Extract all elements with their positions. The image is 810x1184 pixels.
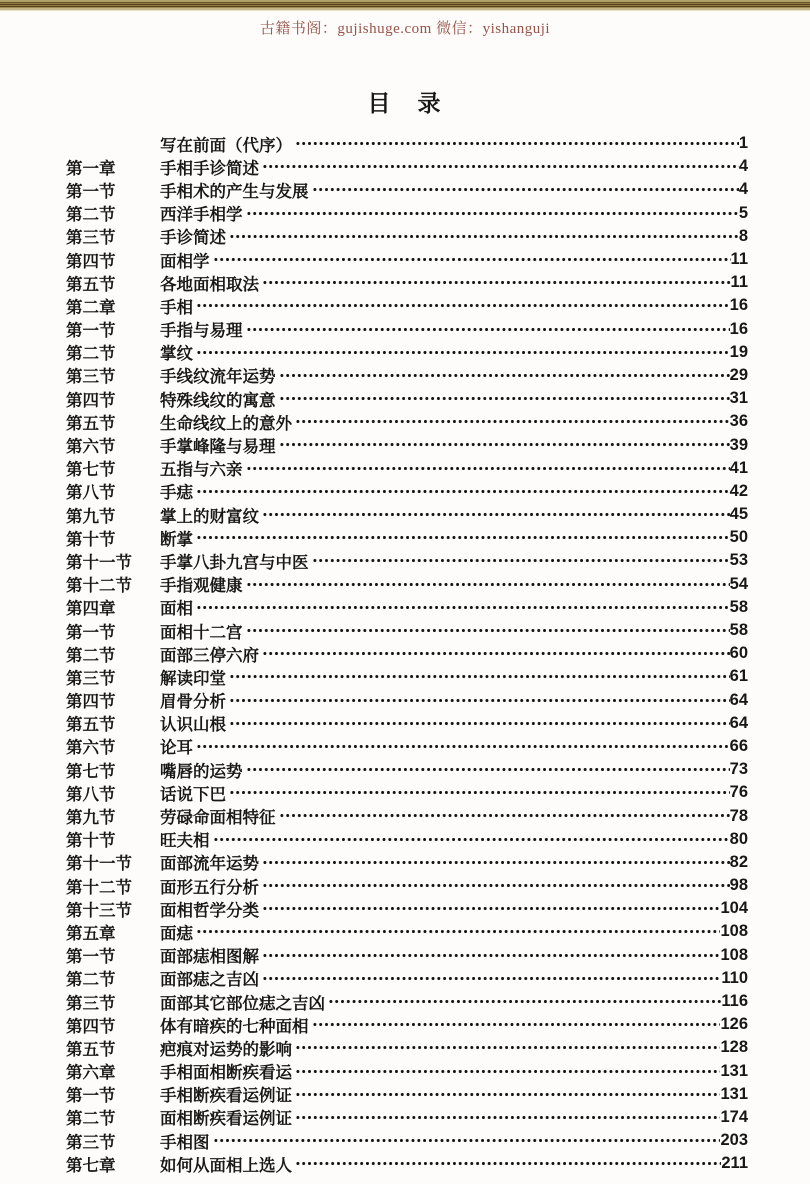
- toc-entry-label: 第六节: [66, 739, 116, 758]
- site-watermark: 古籍书阁：gujishuge.com 微信：yishanguji: [259, 21, 551, 37]
- dot-leader: [262, 851, 730, 874]
- toc-entry-label: 第九节: [66, 809, 116, 828]
- dot-leader: [196, 480, 730, 503]
- toc-entry-label: 第五节: [66, 275, 116, 294]
- toc-entry: [66, 1036, 748, 1059]
- toc-entry-title: 如何从面相上选人: [160, 1156, 292, 1175]
- toc-entry-page: 39: [729, 435, 748, 454]
- toc-entry-page: 64: [729, 713, 748, 732]
- toc-entry-title: 嘴唇的运势: [160, 762, 243, 781]
- dot-leader: [196, 294, 730, 317]
- toc-entry-label: 第十二节: [66, 878, 132, 897]
- toc-entry-page: 11: [730, 273, 748, 292]
- page-title: 目 录: [367, 90, 443, 116]
- toc-entry-title: 面部其它部位痣之吉凶: [160, 994, 325, 1013]
- toc-entry-title: 劳碌命面相特征: [160, 809, 276, 828]
- toc-entry-page: 108: [720, 945, 748, 964]
- toc-entry-page: 29: [729, 365, 748, 384]
- toc-entry-page: 211: [721, 1154, 748, 1173]
- toc-entry-label: 第五节: [66, 1040, 116, 1059]
- toc-entry-label: 第七节: [66, 461, 116, 480]
- dot-leader: [295, 1106, 720, 1129]
- toc-entry: [66, 573, 748, 596]
- toc-entry: [66, 480, 748, 503]
- dot-leader: [213, 248, 731, 271]
- toc-entry-title: 眉骨分析: [160, 693, 226, 712]
- toc-entry-page: 41: [729, 458, 748, 477]
- toc-entry-label: 第十三节: [66, 901, 132, 920]
- dot-leader: [312, 549, 730, 572]
- toc-entry-label: 第三节: [66, 669, 116, 688]
- dot-leader: [229, 665, 730, 688]
- toc-entry-title: 手掌峰隆与易理: [160, 438, 276, 457]
- toc-entry-label: 第一节: [66, 182, 116, 201]
- toc-entry: [66, 851, 748, 874]
- dot-leader: [246, 573, 730, 596]
- toc-entry-title: 手相手诊简述: [160, 159, 259, 178]
- toc-entry: [66, 457, 748, 480]
- toc-entry-title: 手指观健康: [160, 577, 243, 596]
- toc-entry-label: 第二节: [66, 646, 116, 665]
- toc-entry-label: 第五章: [66, 924, 116, 943]
- toc-entry: [66, 155, 748, 178]
- dot-leader: [295, 132, 739, 155]
- toc-entry-page: 60: [729, 644, 748, 663]
- toc-entry-page: 203: [720, 1131, 748, 1150]
- toc-entry: [66, 1152, 748, 1175]
- toc-entry-title: 西洋手相学: [160, 206, 243, 225]
- toc-entry: [66, 410, 748, 433]
- toc-entry: [66, 897, 748, 920]
- dot-leader: [262, 155, 739, 178]
- toc-entry-title: 写在前面（代序）: [160, 136, 292, 155]
- toc-entry-title: 面相哲学分类: [160, 901, 259, 920]
- toc-list: [66, 132, 748, 1175]
- toc-entry-label: 第一章: [66, 159, 116, 178]
- toc-entry-label: 第十节: [66, 530, 116, 549]
- dot-leader: [213, 1129, 721, 1152]
- toc-entry: [66, 735, 748, 758]
- toc-entry-title: 体有暗疾的七种面相: [160, 1017, 309, 1036]
- toc-entry-label: 第四节: [66, 1017, 116, 1036]
- toc-entry-label: 第二节: [66, 971, 116, 990]
- dot-leader: [213, 828, 730, 851]
- toc-entry-title: 生命线纹上的意外: [160, 414, 292, 433]
- toc-entry-page: 82: [729, 852, 748, 871]
- toc-entry-page: 104: [720, 899, 748, 918]
- toc-entry: [66, 318, 748, 341]
- toc-entry-page: 174: [720, 1107, 748, 1126]
- toc-entry-label: 第二节: [66, 345, 116, 364]
- toc-entry-label: 第一节: [66, 948, 116, 967]
- toc-entry-label: 第三节: [66, 994, 116, 1013]
- decorative-top-border: [0, 0, 810, 11]
- dot-leader: [246, 202, 739, 225]
- toc-entry: [66, 225, 748, 248]
- toc-entry-title: 面部流年运势: [160, 855, 259, 874]
- toc-entry-page: 128: [720, 1038, 748, 1057]
- toc-entry: [66, 294, 748, 317]
- toc-entry-title: 面相学: [160, 252, 210, 271]
- toc-entry-title: 手痣: [160, 484, 193, 503]
- toc-entry-page: 42: [729, 481, 748, 500]
- dot-leader: [262, 271, 731, 294]
- dot-leader: [262, 944, 720, 967]
- toc-entry-page: 116: [721, 992, 748, 1011]
- toc-entry-title: 话说下巴: [160, 785, 226, 804]
- toc-entry-title: 面部三停六府: [160, 646, 259, 665]
- toc-entry-title: 解读印堂: [160, 669, 226, 688]
- toc-entry: [66, 712, 748, 735]
- toc-entry-page: 76: [729, 783, 748, 802]
- toc-entry: [66, 967, 748, 990]
- toc-entry-page: 58: [729, 597, 748, 616]
- toc-entry: [66, 990, 748, 1013]
- toc-entry-label: 第四节: [66, 693, 116, 712]
- toc-entry-page: 50: [729, 528, 748, 547]
- toc-entry-page: 1: [738, 134, 748, 153]
- dot-leader: [229, 225, 739, 248]
- toc-entry: [66, 758, 748, 781]
- dot-leader: [279, 804, 730, 827]
- toc-entry: [66, 828, 748, 851]
- toc-entry-label: 第一节: [66, 1087, 116, 1106]
- toc-entry-page: 5: [738, 203, 748, 222]
- toc-entry: [66, 781, 748, 804]
- toc-entry-title: 手相面相断疾看运: [160, 1064, 292, 1083]
- dot-leader: [262, 897, 720, 920]
- dot-leader: [196, 526, 730, 549]
- toc-entry-title: 手相断疾看运例证: [160, 1087, 292, 1106]
- toc-entry-title: 旺夫相: [160, 832, 210, 851]
- toc-entry-label: 第七节: [66, 762, 116, 781]
- dot-leader: [229, 712, 730, 735]
- toc-entry-title: 面形五行分析: [160, 878, 259, 897]
- dot-leader: [246, 318, 730, 341]
- dot-leader: [328, 990, 721, 1013]
- toc-entry-page: 108: [720, 922, 748, 941]
- toc-entry-label: 第六节: [66, 438, 116, 457]
- toc-entry: [66, 944, 748, 967]
- toc-entry-page: 45: [729, 505, 748, 524]
- toc-entry-title: 断掌: [160, 530, 193, 549]
- toc-entry-label: 第二节: [66, 1110, 116, 1129]
- toc-entry-page: 16: [729, 296, 748, 315]
- toc-entry-label: 第十二节: [66, 577, 132, 596]
- toc-entry: [66, 642, 748, 665]
- toc-entry-page: 4: [738, 157, 748, 176]
- dot-leader: [229, 781, 730, 804]
- dot-leader: [196, 341, 730, 364]
- dot-leader: [196, 920, 720, 943]
- toc-entry-page: 131: [720, 1084, 748, 1103]
- dot-leader: [312, 1013, 721, 1036]
- dot-leader: [196, 735, 730, 758]
- toc-entry: [66, 271, 748, 294]
- toc-entry-title: 面相: [160, 600, 193, 619]
- dot-leader: [295, 1152, 721, 1175]
- toc-entry: [66, 433, 748, 456]
- toc-entry-label: 第八节: [66, 785, 116, 804]
- dot-leader: [262, 874, 730, 897]
- toc-entry: [66, 526, 748, 549]
- toc-entry-page: 4: [738, 180, 748, 199]
- toc-entry-title: 面部痣之吉凶: [160, 971, 259, 990]
- toc-entry: [66, 364, 748, 387]
- toc-entry-title: 掌上的财富纹: [160, 507, 259, 526]
- dot-leader: [262, 642, 730, 665]
- toc-entry-page: 73: [729, 760, 748, 779]
- toc-entry-title: 手掌八卦九宫与中医: [160, 553, 309, 572]
- toc-entry-label: 第十节: [66, 832, 116, 851]
- toc-entry-label: 第三节: [66, 368, 116, 387]
- toc-entry-page: 19: [729, 342, 748, 361]
- toc-entry-title: 面相十二宫: [160, 623, 243, 642]
- toc-entry-page: 131: [720, 1061, 748, 1080]
- dot-leader: [295, 410, 730, 433]
- toc-entry-label: 第九节: [66, 507, 116, 526]
- toc-entry-title: 认识山根: [160, 716, 226, 735]
- toc-entry-page: 78: [729, 806, 748, 825]
- dot-leader: [196, 596, 730, 619]
- toc-entry-label: 第十一节: [66, 553, 132, 572]
- toc-entry-label: 第十一节: [66, 855, 132, 874]
- toc-entry: [66, 387, 748, 410]
- dot-leader: [246, 758, 730, 781]
- toc-entry-label: 第七章: [66, 1156, 116, 1175]
- toc-entry-page: 53: [729, 551, 748, 570]
- toc-entry: [66, 596, 748, 619]
- toc-entry: [66, 1083, 748, 1106]
- toc-entry-page: 16: [729, 319, 748, 338]
- toc-entry-label: 第五节: [66, 716, 116, 735]
- toc-entry-page: 98: [729, 876, 748, 895]
- toc-entry-title: 手指与易理: [160, 322, 243, 341]
- toc-entry-title: 各地面相取法: [160, 275, 259, 294]
- toc-entry: [66, 549, 748, 572]
- toc-entry: [66, 132, 748, 155]
- toc-entry-page: 66: [729, 736, 748, 755]
- toc-entry: [66, 1129, 748, 1152]
- toc-entry-label: 第二章: [66, 298, 116, 317]
- toc-entry-title: 手线纹流年运势: [160, 368, 276, 387]
- toc-entry-page: 54: [729, 574, 748, 593]
- toc-entry: [66, 202, 748, 225]
- dot-leader: [312, 178, 739, 201]
- toc-entry-page: 80: [729, 829, 748, 848]
- toc-entry-page: 36: [729, 412, 748, 431]
- toc-entry-title: 论耳: [160, 739, 193, 758]
- toc-entry-label: 第一节: [66, 623, 116, 642]
- toc-entry-label: 第四节: [66, 391, 116, 410]
- toc-entry-title: 手相图: [160, 1133, 210, 1152]
- toc-entry: [66, 503, 748, 526]
- toc-entry-label: 第四章: [66, 600, 116, 619]
- toc-entry: [66, 1106, 748, 1129]
- toc-entry: [66, 920, 748, 943]
- dot-leader: [262, 503, 730, 526]
- toc-entry-title: 手相: [160, 298, 193, 317]
- toc-entry: [66, 619, 748, 642]
- toc-entry-page: 110: [721, 968, 748, 987]
- dot-leader: [295, 1083, 720, 1106]
- toc-entry-page: 61: [729, 667, 748, 686]
- dot-leader: [279, 433, 730, 456]
- toc-entry-label: 第八节: [66, 484, 116, 503]
- toc-entry-label: 第六章: [66, 1064, 116, 1083]
- dot-leader: [279, 387, 730, 410]
- dot-leader: [229, 689, 730, 712]
- toc-entry: [66, 665, 748, 688]
- toc-entry: [66, 689, 748, 712]
- toc-entry-page: 58: [729, 621, 748, 640]
- toc-entry-page: 8: [738, 226, 748, 245]
- toc-entry-title: 疤痕对运势的影响: [160, 1040, 292, 1059]
- dot-leader: [246, 457, 730, 480]
- toc-entry: [66, 874, 748, 897]
- toc-entry-label: 第二节: [66, 206, 116, 225]
- toc-entry-title: 手相术的产生与发展: [160, 182, 309, 201]
- toc-entry-label: 第四节: [66, 252, 116, 271]
- toc-entry-page: 11: [730, 250, 748, 269]
- toc-entry-title: 特殊线纹的寓意: [160, 391, 276, 410]
- toc-entry-label: 第三节: [66, 1133, 116, 1152]
- dot-leader: [246, 619, 730, 642]
- toc-entry: [66, 1060, 748, 1083]
- toc-entry: [66, 178, 748, 201]
- toc-entry-title: 手诊简述: [160, 229, 226, 248]
- toc-entry-title: 面痣: [160, 924, 193, 943]
- dot-leader: [279, 364, 730, 387]
- toc-entry-label: 第三节: [66, 229, 116, 248]
- toc-entry: [66, 341, 748, 364]
- toc-entry-page: 31: [729, 389, 748, 408]
- toc-entry: [66, 248, 748, 271]
- toc-entry-title: 掌纹: [160, 345, 193, 364]
- dot-leader: [295, 1060, 720, 1083]
- toc-entry-title: 五指与六亲: [160, 461, 243, 480]
- toc-entry: [66, 804, 748, 827]
- dot-leader: [262, 967, 721, 990]
- toc-entry-label: 第一节: [66, 322, 116, 341]
- toc-entry-title: 面部痣相图解: [160, 948, 259, 967]
- toc-entry-page: 126: [720, 1015, 748, 1034]
- dot-leader: [295, 1036, 720, 1059]
- toc-entry-label: 第五节: [66, 414, 116, 433]
- toc-entry-title: 面相断疾看运例证: [160, 1110, 292, 1129]
- toc-entry: [66, 1013, 748, 1036]
- toc-entry-page: 64: [729, 690, 748, 709]
